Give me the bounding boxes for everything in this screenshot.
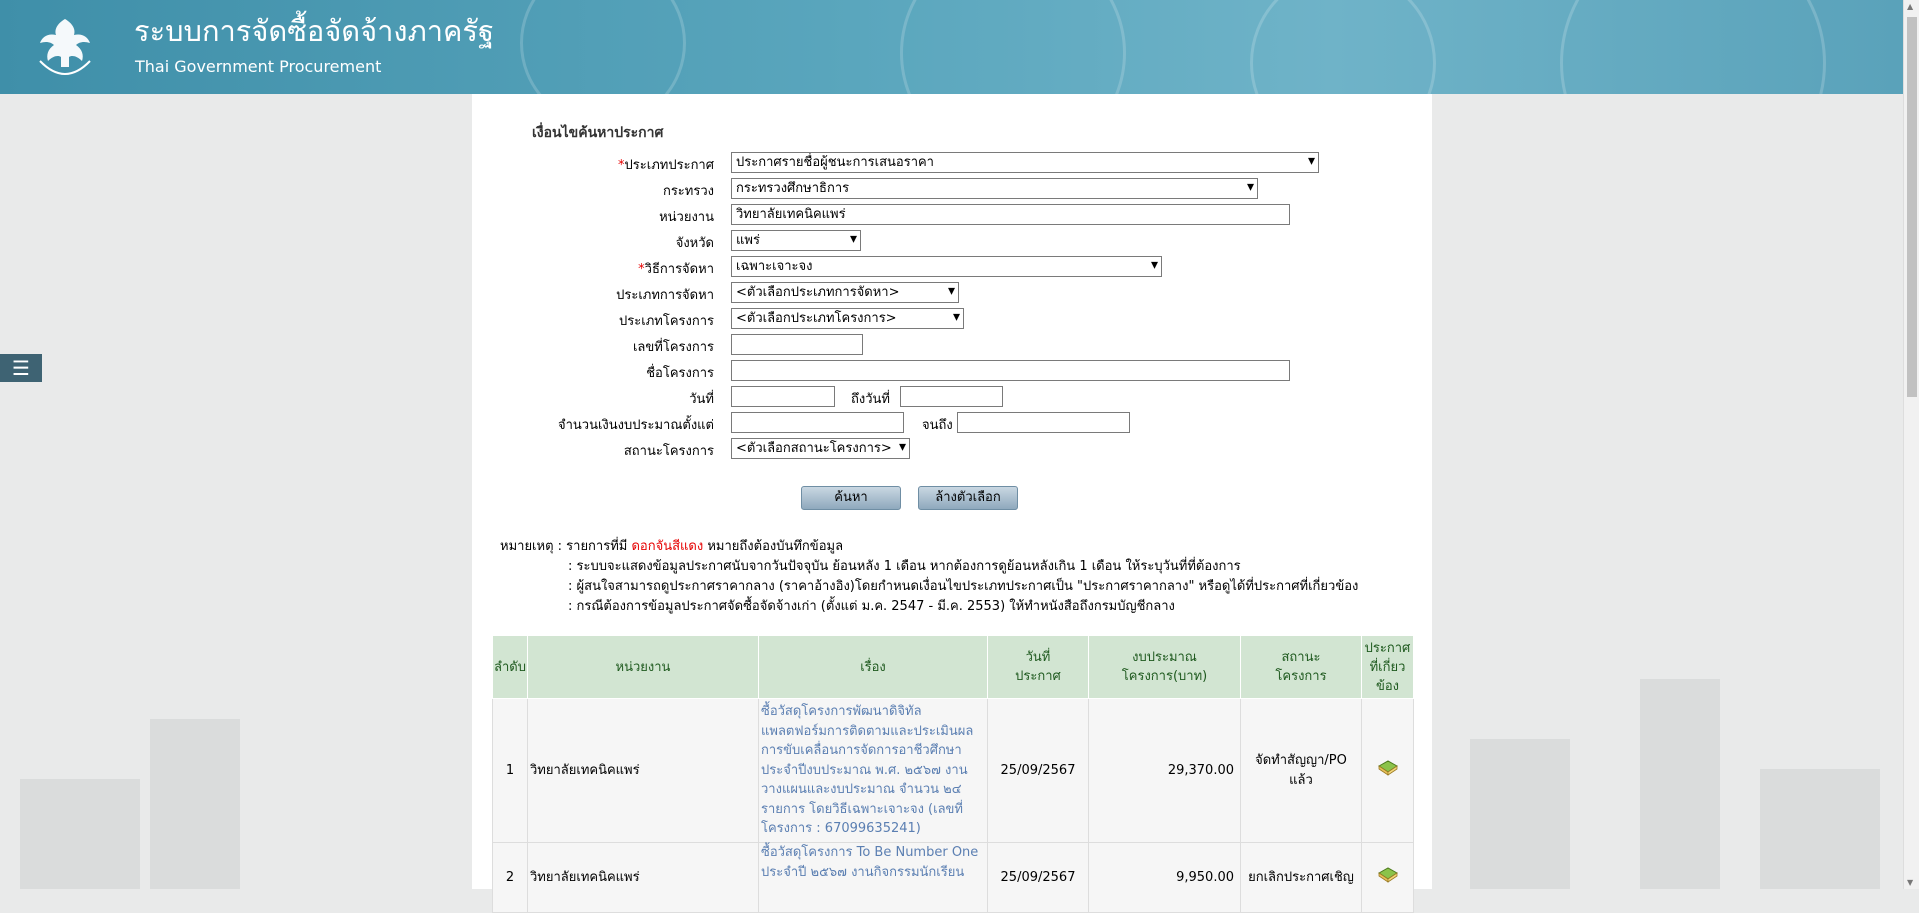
header-ornament — [520, 0, 686, 94]
header-budget-line1: งบประมาณ — [1132, 650, 1197, 665]
header-no: ลำดับ — [493, 636, 528, 699]
main-panel — [472, 94, 1432, 889]
search-button[interactable]: ค้นหา — [801, 486, 901, 510]
notes-line-3: : ผู้สนใจสามารถดูประกาศราคากลาง (ราคาอ้างอิง)โดยกำหนดเงื่อนไขประเภทประกาศเป็น "ประกาศราคากลาง" หรือดูได้ที่ประกาศที่เกี่ยวข้อง — [568, 579, 1359, 594]
budget-from-label: จำนวนเงินงบประมาณตั้งแต่ — [557, 418, 714, 433]
notes-line-2: : ระบบจะแสดงข้อมูลประกาศนับจากวันปัจจุบัน ย้อนหลัง 1 เดือน หากต้องการดูย้อนหลังเกิน 1 เดือน ให้ระบุวันที่ที่ต้องการ — [568, 559, 1241, 574]
table-header-row — [493, 636, 1414, 699]
province-select[interactable] — [731, 230, 861, 251]
scroll-up-icon[interactable]: ▲ — [1907, 2, 1914, 11]
header-date — [988, 636, 1089, 699]
announce-type-select[interactable] — [731, 152, 1319, 173]
subject-line: ประจำปีงบประมาณ พ.ศ. ๒๕๖๗ งาน — [761, 762, 968, 778]
project-name-input[interactable] — [731, 360, 1290, 381]
subject-line: โครงการ : 67099635241) — [761, 821, 921, 837]
ministry-select[interactable] — [731, 178, 1258, 199]
results-table — [492, 635, 1414, 913]
date-to-label: ถึงวันที่ — [851, 392, 890, 407]
row-agency: วิทยาลัยเทคนิคแพร่ — [528, 843, 759, 913]
notes-line-4: : กรณีต้องการข้อมูลประกาศจัดซื้อจัดจ้างเก่า (ตั้งแต่ ม.ค. 2547 - มี.ค. 2553) ให้ทำหนังสือถึงกรมบัญชีกลาง — [568, 599, 1175, 614]
row-budget: 9,950.00 — [1089, 843, 1241, 913]
province-label: จังหวัด — [675, 236, 714, 251]
search-section-title: เงื่อนไขค้นหาประกาศ — [532, 125, 664, 141]
header-related — [1362, 636, 1414, 699]
budget-to-label: จนถึง — [922, 418, 953, 433]
row-no: 1 — [493, 699, 528, 843]
scrollbar-thumb[interactable] — [1907, 17, 1917, 397]
background-silhouette — [20, 779, 140, 889]
procure-type-select[interactable] — [731, 282, 959, 303]
budget-from-input[interactable] — [731, 412, 904, 433]
notes-line-1 — [500, 535, 843, 556]
province-value: แพร่ — [736, 233, 760, 248]
date-from-label: วันที่ — [689, 392, 714, 407]
budget-to-input[interactable] — [957, 412, 1130, 433]
notes-red-text: ดอกจันสีแดง — [631, 539, 704, 554]
announce-type-label-text: ประเภทประกาศ — [624, 158, 714, 173]
required-mark: * — [618, 158, 625, 173]
background-silhouette — [1640, 679, 1720, 889]
project-no-input[interactable] — [731, 334, 863, 355]
subject-line: วางแผนและงบประมาณ จำนวน ๒๔ — [761, 782, 962, 798]
procure-type-label: ประเภทการจัดหา — [616, 288, 714, 303]
subject-line: รายการ โดยวิธีเฉพาะเจาะจง (เลขที่ — [761, 801, 963, 817]
project-type-value: <ตัวเลือกประเภทโครงการ> — [736, 311, 897, 326]
ministry-label: กระทรวง — [662, 184, 714, 199]
subject-line: การขับเคลื่อนการจัดการอาชีวศึกษา — [761, 743, 962, 759]
status-label: สถานะโครงการ — [623, 444, 714, 459]
method-value: เฉพาะเจาะจง — [736, 259, 813, 274]
row-related — [1362, 699, 1414, 843]
row-date: 25/09/2567 — [988, 699, 1089, 843]
site-title-english: Thai Government Procurement — [135, 57, 382, 76]
method-label-text: วิธีการจัดหา — [644, 262, 714, 277]
scroll-down-icon[interactable]: ▼ — [1907, 878, 1914, 887]
row-no: 2 — [493, 843, 528, 913]
header-budget — [1089, 636, 1241, 699]
notes-prefix: หมายเหตุ : รายการที่มี — [500, 539, 632, 554]
status-select[interactable] — [731, 438, 910, 459]
header-ornament — [1560, 0, 1826, 94]
header-agency: หน่วยงาน — [528, 636, 759, 699]
agency-label: หน่วยงาน — [659, 210, 714, 225]
ministry-value: กระทรวงศึกษาธิการ — [736, 181, 850, 196]
header-ornament — [1250, 0, 1436, 94]
row-related — [1362, 843, 1414, 913]
row-subject-link[interactable] — [759, 843, 988, 913]
row-agency: วิทยาลัยเทคนิคแพร่ — [528, 699, 759, 843]
project-no-label: เลขที่โครงการ — [632, 340, 714, 355]
procure-type-value: <ตัวเลือกประเภทการจัดหา> — [736, 285, 900, 300]
page-scrollbar[interactable] — [1903, 0, 1919, 889]
subject-line: ประจำปี ๒๕๖๗ งานกิจกรรมนักเรียน — [761, 864, 965, 880]
project-name-label: ชื่อโครงการ — [646, 366, 714, 381]
required-mark: * — [638, 262, 645, 277]
method-select[interactable] — [731, 256, 1162, 277]
project-type-select[interactable] — [731, 308, 964, 329]
hamburger-icon[interactable]: ☰ — [0, 354, 42, 382]
method-label — [638, 258, 714, 279]
announce-type-value: ประกาศรายชื่อผู้ชนะการเสนอราคา — [736, 155, 934, 170]
header-subject: เรื่อง — [759, 636, 988, 699]
background-silhouette — [1760, 769, 1880, 889]
background-silhouette — [1470, 739, 1570, 889]
subject-line: แพลตฟอร์มการติดตามและประเมินผล — [761, 723, 974, 739]
header-ornament — [900, 0, 1126, 94]
header-budget-line2: โครงการ(บาท) — [1121, 669, 1208, 684]
subject-line: ซื้อวัสดุโครงการพัฒนาดิจิทัล — [761, 704, 922, 720]
header-related-line2: ที่เกี่ยว — [1369, 659, 1406, 675]
header-date-line1: วันที่ — [1025, 650, 1051, 665]
clear-button[interactable]: ล้างตัวเลือก — [918, 486, 1018, 510]
garuda-logo-icon — [30, 13, 100, 83]
header-related-line3: ข้อง — [1375, 678, 1400, 694]
site-title-thai: ระบบการจัดซื้อจัดจ้างภาครัฐ — [134, 14, 494, 48]
site-header — [0, 0, 1903, 94]
project-type-label: ประเภทโครงการ — [619, 314, 714, 329]
subject-line: ซื้อวัสดุโครงการ To Be Number One — [761, 845, 979, 860]
book-icon[interactable] — [1377, 758, 1399, 776]
header-date-line2: ประกาศ — [1015, 669, 1061, 684]
status-line: ยกเลิกประกาศเชิญ — [1248, 869, 1354, 885]
header-status — [1241, 636, 1362, 699]
agency-input[interactable] — [731, 204, 1290, 225]
status-line: จัดทำสัญญา/PO — [1255, 753, 1347, 768]
table-row — [493, 699, 1414, 843]
row-date: 25/09/2567 — [988, 843, 1089, 913]
header-status-line1: สถานะ — [1281, 650, 1321, 665]
status-line: แล้ว — [1289, 772, 1313, 788]
status-value: <ตัวเลือกสถานะโครงการ> — [736, 441, 892, 456]
row-budget: 29,370.00 — [1089, 699, 1241, 843]
book-icon[interactable] — [1377, 865, 1399, 883]
date-from-input[interactable] — [731, 386, 835, 407]
row-status — [1241, 843, 1362, 913]
agency-value: วิทยาลัยเทคนิคแพร่ — [736, 207, 846, 222]
date-to-input[interactable] — [900, 386, 1003, 407]
header-status-line2: โครงการ — [1275, 669, 1327, 684]
notes-suffix: หมายถึงต้องบันทึกข้อมูล — [703, 539, 844, 554]
row-subject-link[interactable] — [759, 699, 988, 843]
header-related-line1: ประกาศ — [1364, 640, 1411, 656]
row-status — [1241, 699, 1362, 843]
announce-type-label — [618, 154, 714, 175]
background-silhouette — [150, 719, 240, 889]
table-row — [493, 843, 1414, 913]
